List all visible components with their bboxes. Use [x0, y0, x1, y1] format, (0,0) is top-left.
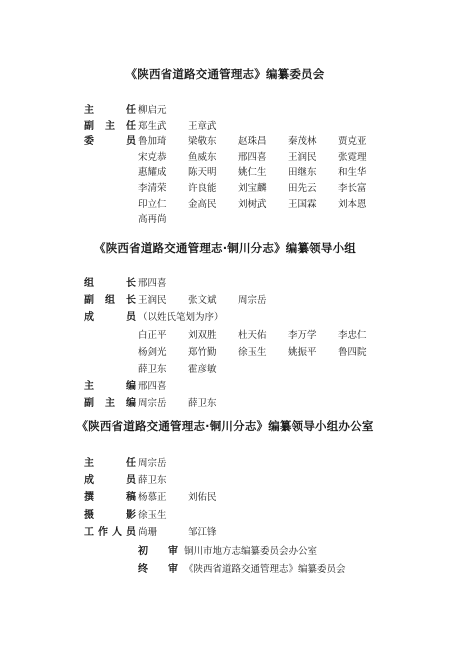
person-name: 尚珊: [138, 526, 158, 538]
leading-group-row: [0, 362, 450, 378]
person-name: 田先云: [288, 183, 317, 194]
person-name: 薛卫东: [138, 475, 167, 487]
person-name: 王润民: [138, 295, 167, 307]
person-name: 刘本恩: [338, 198, 367, 210]
leading-group-role-label: 副主编: [84, 398, 136, 410]
leading-group-role-label: 主编: [84, 381, 136, 393]
person-name: 邢四喜: [138, 278, 167, 289]
leading-group-role-label: 副组长: [84, 295, 136, 307]
person-name: 郑生武: [138, 120, 167, 132]
leading-group-row: [0, 293, 450, 309]
person-name: 邹江锋: [188, 526, 217, 538]
committee-row: [0, 212, 450, 228]
person-name: 王章武: [188, 120, 217, 132]
leading-group-role-label: 组长: [84, 278, 136, 289]
committee-row: [0, 103, 450, 119]
committee-row: [0, 197, 450, 213]
review-row: [0, 544, 450, 560]
leading-group-row: [0, 379, 450, 395]
person-name: 姚仁生: [238, 167, 267, 179]
person-name: 刘佑民: [188, 492, 217, 504]
person-name: 张霓理: [338, 151, 367, 163]
person-name: 宋克恭: [138, 151, 167, 163]
leading-group-row: [0, 276, 450, 292]
person-name: 邢四喜: [138, 381, 167, 393]
leading-group-row: [0, 310, 450, 326]
leading-group-ordering-note: （以姓氏笔划为序）: [138, 312, 224, 324]
committee-row: [0, 134, 450, 150]
person-name: 郑竹勤: [188, 346, 217, 358]
person-name: 刘宝麟: [238, 183, 267, 194]
person-name: 霍彦敏: [188, 364, 217, 375]
person-name: 邢四喜: [238, 151, 267, 163]
person-name: 周宗岳: [138, 458, 167, 469]
office-role-label: 成员: [84, 475, 136, 487]
office-row: [0, 490, 450, 506]
committee-row: [0, 181, 450, 197]
person-name: 王润民: [288, 151, 317, 163]
person-name: 杨慕正: [138, 492, 167, 504]
office-row: [0, 525, 450, 541]
leading-group-title: 《陕西省道路交通管理志·铜川分志》编纂领导小组: [94, 241, 356, 255]
person-name: 梁敬东: [188, 136, 217, 148]
person-name: 王国霖: [288, 198, 317, 210]
review-label: 终审: [138, 564, 178, 575]
committee-title: 《陕西省道路交通管理志》编纂委员会: [125, 67, 325, 81]
person-name: 薛卫东: [138, 364, 167, 375]
person-name: 鲁四院: [338, 346, 367, 358]
person-name: 张文斌: [188, 295, 217, 307]
review-organization: 铜川市地方志编纂委员会办公室: [184, 546, 318, 557]
office-title: 《陕西省道路交通管理志·铜川分志》编纂领导小组办公室: [76, 419, 374, 433]
person-name: 田继东: [288, 167, 317, 179]
office-row: [0, 508, 450, 524]
person-name: 印立仁: [138, 198, 167, 210]
person-name: 高再尚: [138, 214, 167, 226]
committee-role-label: 委员: [84, 136, 136, 148]
person-name: 鲁加琦: [138, 136, 167, 148]
person-name: 李清荣: [138, 183, 167, 194]
leading-group-role-label: 成员: [84, 312, 136, 324]
person-name: 鱼威东: [188, 151, 217, 163]
committee-role-label: 副主任: [84, 120, 136, 132]
person-name: 刘双胜: [188, 329, 217, 341]
office-role-label: 摄影: [84, 509, 136, 521]
person-name: 李忠仁: [338, 329, 367, 341]
person-name: 杨剑光: [138, 346, 167, 358]
committee-row: [0, 165, 450, 181]
office-role-label: 撰稿: [84, 492, 136, 504]
person-name: 柳启元: [138, 105, 167, 116]
committee-row: [0, 119, 450, 135]
leading-group-row: [0, 328, 450, 344]
person-name: 姚振平: [288, 346, 317, 358]
office-role-label: 工作人员: [84, 526, 136, 538]
person-name: 和生华: [338, 167, 367, 179]
person-name: 秦茂林: [288, 136, 317, 148]
review-label: 初审: [138, 546, 178, 557]
leading-group-row: [0, 396, 450, 412]
person-name: 薛卫东: [188, 398, 217, 410]
committee-role-label: 主任: [84, 105, 136, 116]
person-name: 惠耀成: [138, 167, 167, 179]
person-name: 刘树武: [238, 198, 267, 210]
committee-row: [0, 150, 450, 166]
person-name: 赵珠昌: [238, 136, 267, 148]
person-name: 贾克亚: [338, 136, 367, 148]
person-name: 金高民: [188, 198, 217, 210]
person-name: 白正平: [138, 329, 167, 341]
person-name: 徐玉生: [238, 346, 267, 358]
office-row: [0, 473, 450, 489]
person-name: 周宗岳: [138, 398, 167, 410]
person-name: 李长富: [338, 183, 367, 194]
person-name: 徐玉生: [138, 509, 167, 521]
leading-group-row: [0, 345, 450, 361]
person-name: 陈天明: [188, 167, 217, 179]
person-name: 李万学: [288, 329, 317, 341]
review-row: [0, 562, 450, 578]
person-name: 许良能: [188, 183, 217, 194]
person-name: 杜天佑: [238, 329, 267, 341]
office-row: [0, 456, 450, 472]
person-name: 周宗岳: [238, 295, 267, 307]
office-role-label: 主任: [84, 458, 136, 469]
review-organization: 《陕西省道路交通管理志》编纂委员会: [184, 564, 346, 575]
